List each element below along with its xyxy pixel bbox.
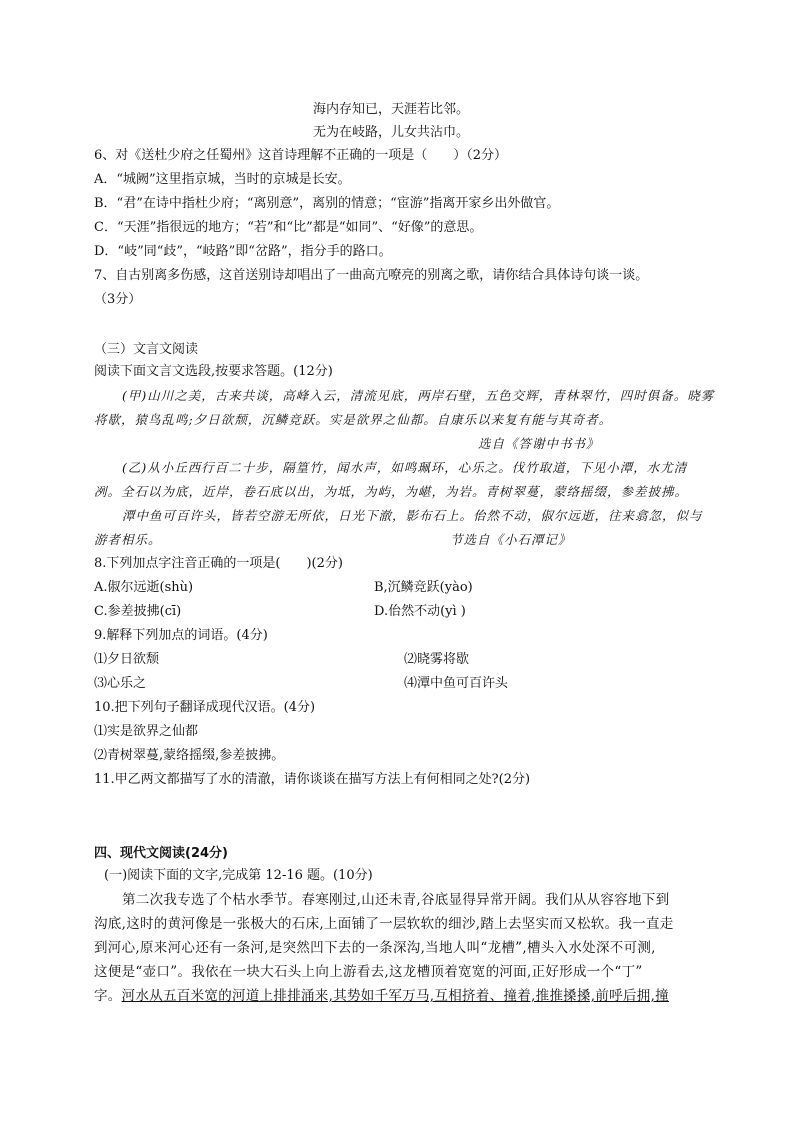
poem-line-1: 海内存知已，天涯若比邻。	[313, 102, 470, 117]
question-10-item-1: ⑴实是欲界之仙都	[94, 724, 199, 739]
passage-jia-line-1: (甲)山川之美，古来共谈，高峰入云，清流见底，两岸石壁，五色交辉，青林翠竹，四时俱备。晓雾	[122, 388, 715, 403]
modern-passage-line-5	[94, 986, 669, 1006]
question-7-line-2: （3分）	[94, 292, 142, 307]
section-4-title: 四、现代文阅读(24分)	[94, 846, 228, 861]
question-6-stem: 6、对《送杜少府之任蜀州》这首诗理解不正确的一项是（ ）（2分）	[94, 148, 508, 163]
question-9-item-4: ⑷潭中鱼可百许头	[404, 676, 509, 691]
section-4-subtitle: (一)阅读下面的文字,完成第 12-16 题。(10分)	[104, 868, 373, 883]
section-3-intro: 阅读下面文言文选段,按要求答题。(12分)	[94, 364, 333, 379]
modern-passage-line-1: 第二次我专选了个枯水季节。春寒刚过,山还未青,谷底显得异常开阔。我们从从容容地下到	[122, 892, 670, 908]
question-6-option-b: B．“君”在诗中指杜少府；“离别意”，离别的情意；“宦游”指离开家乡出外做官。	[94, 196, 560, 211]
question-7-line-1: 7、自古别离多伤感，这首送别诗却唱出了一曲高亢嘹亮的别离之歌，请你结合具体诗句谈一谈。	[94, 268, 649, 283]
poem-line-2: 无为在岐路，儿女共沾巾。	[313, 125, 470, 140]
question-6-option-d: D．“岐”同“歧”，“岐路”即“岔路”，指分手的路口。	[94, 244, 392, 259]
modern-passage-line-3: 到河心,原来河心还有一条河,是突然凹下去的一条深沟,当地人叫“龙槽”,槽头入水处深不可测,	[94, 940, 656, 956]
underlined-sentence: 河水从五百米宽的河道上排排涌来,其势如千军万马,互相挤着、撞着,推推搡搡,前呼后拥,撞	[121, 988, 669, 1004]
question-10-stem: 10.把下列句子翻译成现代汉语。(4分)	[94, 700, 316, 715]
section-3-title: （三）文言文阅读	[94, 342, 199, 357]
question-9-item-3: ⑶心乐之	[94, 676, 147, 691]
question-6-option-c: C．“天涯”指很远的地方；“若”和“比”都是“如同”、“好像”的意思。	[94, 220, 483, 235]
question-8-option-d: D.佁然不动(yì )	[374, 604, 466, 619]
question-9-stem: 9.解释下列加点的词语。(4分)	[94, 628, 268, 643]
passage-jia-source: 选自《答谢中书书》	[478, 436, 600, 451]
passage-yi-line-4: 游者相乐。	[94, 532, 162, 547]
question-8-option-a: A.俶尔远逝(shù)	[94, 580, 194, 595]
passage-yi-line-1: (乙)从小丘西行百二十步，隔篁竹，闻水声，如鸣珮环，心乐之。伐竹取道，下见小潭，水尤清	[122, 460, 688, 475]
passage-jia-line-2: 将歇，猿鸟乱鸣;夕日欲颓，沉鳞竞跃。实是欲界之仙都。自康乐以来复有能与其奇者。	[94, 412, 613, 427]
question-8-option-c: C.参差披拂(cī)	[94, 604, 182, 619]
question-8-option-b: B,沉鳞竞跃(yào)	[374, 580, 473, 595]
passage-yi-source: 节选自《小石潭记》	[450, 532, 572, 547]
question-11-stem: 11.甲乙两文都描写了水的清澈，请你谈谈在描写方法上有何相同之处?(2分)	[94, 772, 531, 787]
question-8-stem: 8.下列加点字注音正确的一项是( )(2分)	[94, 556, 343, 571]
modern-passage-line-4: 这便是“壶口”。我依在一块大石头上向上游看去,这龙槽顶着宽宽的河面,正好形成一个“丁”	[94, 964, 643, 980]
modern-passage-line-2: 沟底,这时的黄河像是一张极大的石床,上面铺了一层软软的细沙,踏上去坚实而又松软。我一直走	[94, 916, 674, 932]
question-9-item-2: ⑵晓雾将歇	[404, 652, 470, 667]
question-6-option-a: A．“城阙”这里指京城，当时的京城是长安。	[94, 172, 351, 187]
passage-yi-line-2: 冽。全石以为底，近岸，卷石底以出，为坻，为屿，为嵁，为岩。青树翠蔓，蒙络摇缀，参差披拂。	[94, 484, 689, 499]
question-9-item-1: ⑴夕日欲颓	[94, 652, 160, 667]
passage-yi-line-3: 潭中鱼可百许头，皆若空游无所依，日光下澈，影布石上。佁然不动，俶尔远逝，往来翕忽，似与	[122, 508, 703, 523]
modern-passage-line-5-start: 字。	[94, 988, 122, 1004]
question-10-item-2: ⑵青树翠蔓,蒙络摇缀,参差披拂。	[94, 748, 285, 763]
